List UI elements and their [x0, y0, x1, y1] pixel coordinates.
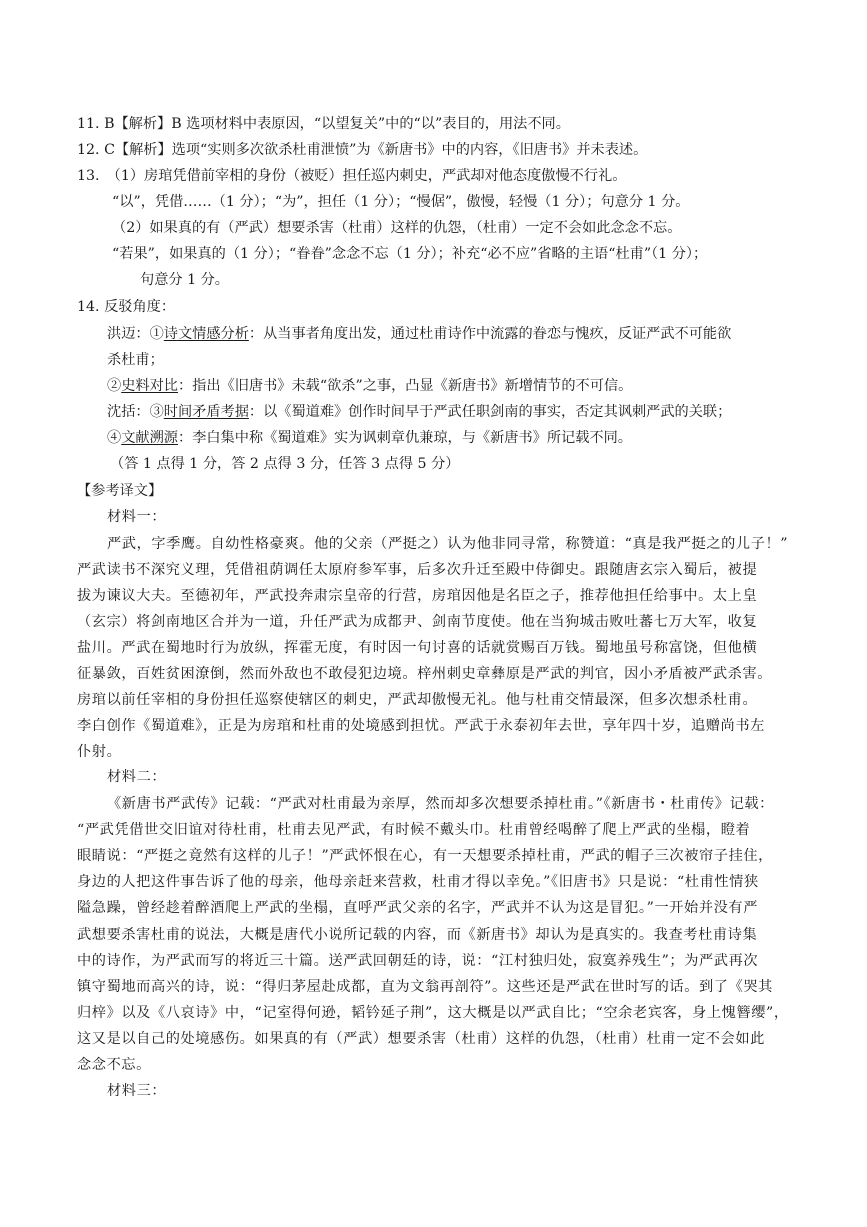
translation-line: 念念不忘。	[77, 1057, 151, 1073]
answer-11: 11. B【解析】B 选项材料中表原因，“以望复关”中的“以”表目的，用法不同。	[77, 116, 570, 132]
material-1-title: 材料一：	[107, 509, 167, 525]
material-3-title: 材料三：	[107, 1083, 167, 1099]
answer-14-point-2-prefix: ②	[107, 378, 122, 394]
answer-14-point-1-keyword: 诗文情感分析	[163, 326, 249, 342]
translation-line: 《新唐书严武传》记载：“严武对杜甫最为亲厚，然而却多次想要杀掉杜甫。”《新唐书・杜甫传》记载：	[107, 796, 774, 812]
answer-14-point-4	[107, 429, 632, 447]
translation-line: 镇守蜀地而高兴的诗，说：“得归茅屋赴成都，直为文翁再剖符”。这些还是严武在世时写的话。到了《哭其	[77, 978, 773, 995]
answer-14-point-1-prefix: 洪迈：①	[107, 326, 164, 342]
translation-line: 中的诗作，为严武而写的将近三十篇。送严武回朝廷的诗，说：“江村独归处，寂寞养残生”；为严武再次	[77, 952, 759, 969]
answer-14-point-2-keyword: 史料对比	[121, 378, 178, 394]
answer-14-point-4-prefix: ④	[107, 430, 122, 446]
answer-14-point-1-text: ：从当事者角度出发，通过杜甫诗作中流露的眷恋与愧疚，反证严武不可能欲	[248, 326, 732, 342]
answer-14-point-4-text: ：李白集中称《蜀道难》实为讽刺章仇兼琼，与《新唐书》所记载不同。	[177, 430, 632, 446]
answer-14-point-1-cont: 杀杜甫；	[107, 352, 164, 368]
translation-line: 严武，字季鹰。自幼性格豪爽。他的父亲（严挺之）认为他非同寻常，称赞道：“真是我严挺之的儿子！”	[107, 536, 789, 552]
answer-14-point-3	[107, 403, 731, 421]
answer-13-part2-sentence-score: 句意分 1 分。	[140, 272, 229, 288]
translation-line: 武想要杀害杜甫的说法，大概是唐代小说所记载的内容，而《新唐书》却认为是真实的。我查考杜甫诗集	[77, 926, 758, 943]
answer-14-point-3-keyword: 时间矛盾考据	[163, 404, 249, 420]
translation-line: 隘急躁，曾经趁着醉酒爬上严武的坐榻，直呼严武父亲的名字，严武并不认为这是冒犯。”一开始并没有严	[77, 900, 758, 917]
translation-line: 房琯以前任宰相的身份担任巡察使辖区的刺史，严武却傲慢无礼。他与杜甫交情最深，但多次想杀杜甫。	[77, 692, 758, 708]
translation-line: 这又是以自己的处境感伤。如果真的有（严武）想要杀害（杜甫）这样的仇怨，（杜甫）杜甫一定不会如此	[77, 1030, 765, 1047]
answer-13-part1: 13. （1）房琯凭借前宰相的身份（被贬）担任巡内刺史，严武却对他态度傲慢不行礼。	[77, 168, 627, 184]
translation-line: 归梓》以及《八哀诗》中，“记室得何逊，韬钤延子荆”，这大概是以严武自比；“空余老宾客，身上愧簪缨”，	[77, 1004, 789, 1021]
answer-14-heading: 14. 反驳角度：	[77, 299, 176, 315]
answer-14-point-1	[107, 325, 731, 343]
answer-14-point-3-text: ：以《蜀道难》创作时间早于严武任职剑南的事实，否定其讽刺严武的关联；	[248, 404, 732, 420]
translation-line: （玄宗）将剑南地区合并为一道，升任严武为成都尹、剑南节度使。他在当狗城击败吐蕃七万大军，收复	[77, 614, 758, 630]
translation-heading: 【参考译文】	[77, 483, 163, 499]
translation-line: 身边的人把这件事告诉了他的母亲，他母亲赶来营救，杜甫才得以幸免。”《旧唐书》只是说：“杜甫性情狭	[77, 874, 759, 891]
answer-13-part1-scoring: “以”，凭借……（1 分）；“为”，担任（1 分）；“慢倨”，傲慢，轻慢（1 分）；句意分 1 分。	[112, 194, 690, 210]
translation-line: 拔为谏议大夫。至德初年，严武投奔肃宗皇帝的行营，房琯因他是名臣之子，推荐他担任给事中。太上皇	[77, 588, 758, 604]
translation-line: 征暴敛，百姓贫困潦倒，然而外敌也不敢侵犯边境。梓州刺史章彝原是严武的判官，因小矛盾被严武杀害。	[77, 666, 773, 682]
answer-14-scoring: （答 1 点得 1 分，答 2 点得 3 分，任答 3 点得 5 分）	[110, 456, 460, 472]
answer-14-point-2	[107, 377, 632, 395]
answer-13-part2-scoring: “若果”，如果真的（1 分）；“眷眷”念念不忘（1 分）；补充“必不应”省略的主语“杜甫”（1 分）；	[112, 246, 708, 262]
answer-14-point-4-keyword: 文献溯源	[121, 430, 178, 446]
translation-line: 李白创作《蜀道难》，正是为房琯和杜甫的处境感到担忧。严武于永泰初年去世，享年四十岁，追赠尚书左	[77, 718, 765, 734]
answer-14-point-3-prefix: 沈括：③	[107, 404, 164, 420]
translation-line: 严武读书不深究义理，凭借祖荫调任太原府参军事，后多次升迁至殿中侍御史。跟随唐玄宗入蜀后，被提	[77, 562, 758, 578]
material-2-title: 材料二：	[107, 769, 167, 785]
translation-line: 仆射。	[77, 744, 122, 760]
answer-12: 12. C【解析】选项“实则多次欲杀杜甫泄愤”为《新唐书》中的内容，《旧唐书》并未表述。	[77, 142, 648, 158]
translation-line: “严武凭借世交旧谊对待杜甫，杜甫去见严武，有时候不戴头巾。杜甫曾经喝醉了爬上严武的坐榻，瞪着	[77, 822, 751, 839]
answer-13-part2: （2）如果真的有（严武）想要杀害（杜甫）这样的仇怨，（杜甫）一定不会如此念念不忘。	[112, 220, 682, 236]
translation-line: 盐川。严武在蜀地时行为放纵，挥霍无度，有时因一句讨喜的话就赏赐百万钱。蜀地虽号称富饶，但他横	[77, 640, 758, 656]
translation-line: 眼睛说：“严挺之竟然有这样的儿子！”严武怀恨在心，有一天想要杀掉杜甫，严武的帽子三次被帘子挂住，	[77, 848, 773, 865]
answer-14-point-2-text: ：指出《旧唐书》未载“欲杀”之事，凸显《新唐书》新增情节的不可信。	[177, 378, 633, 394]
